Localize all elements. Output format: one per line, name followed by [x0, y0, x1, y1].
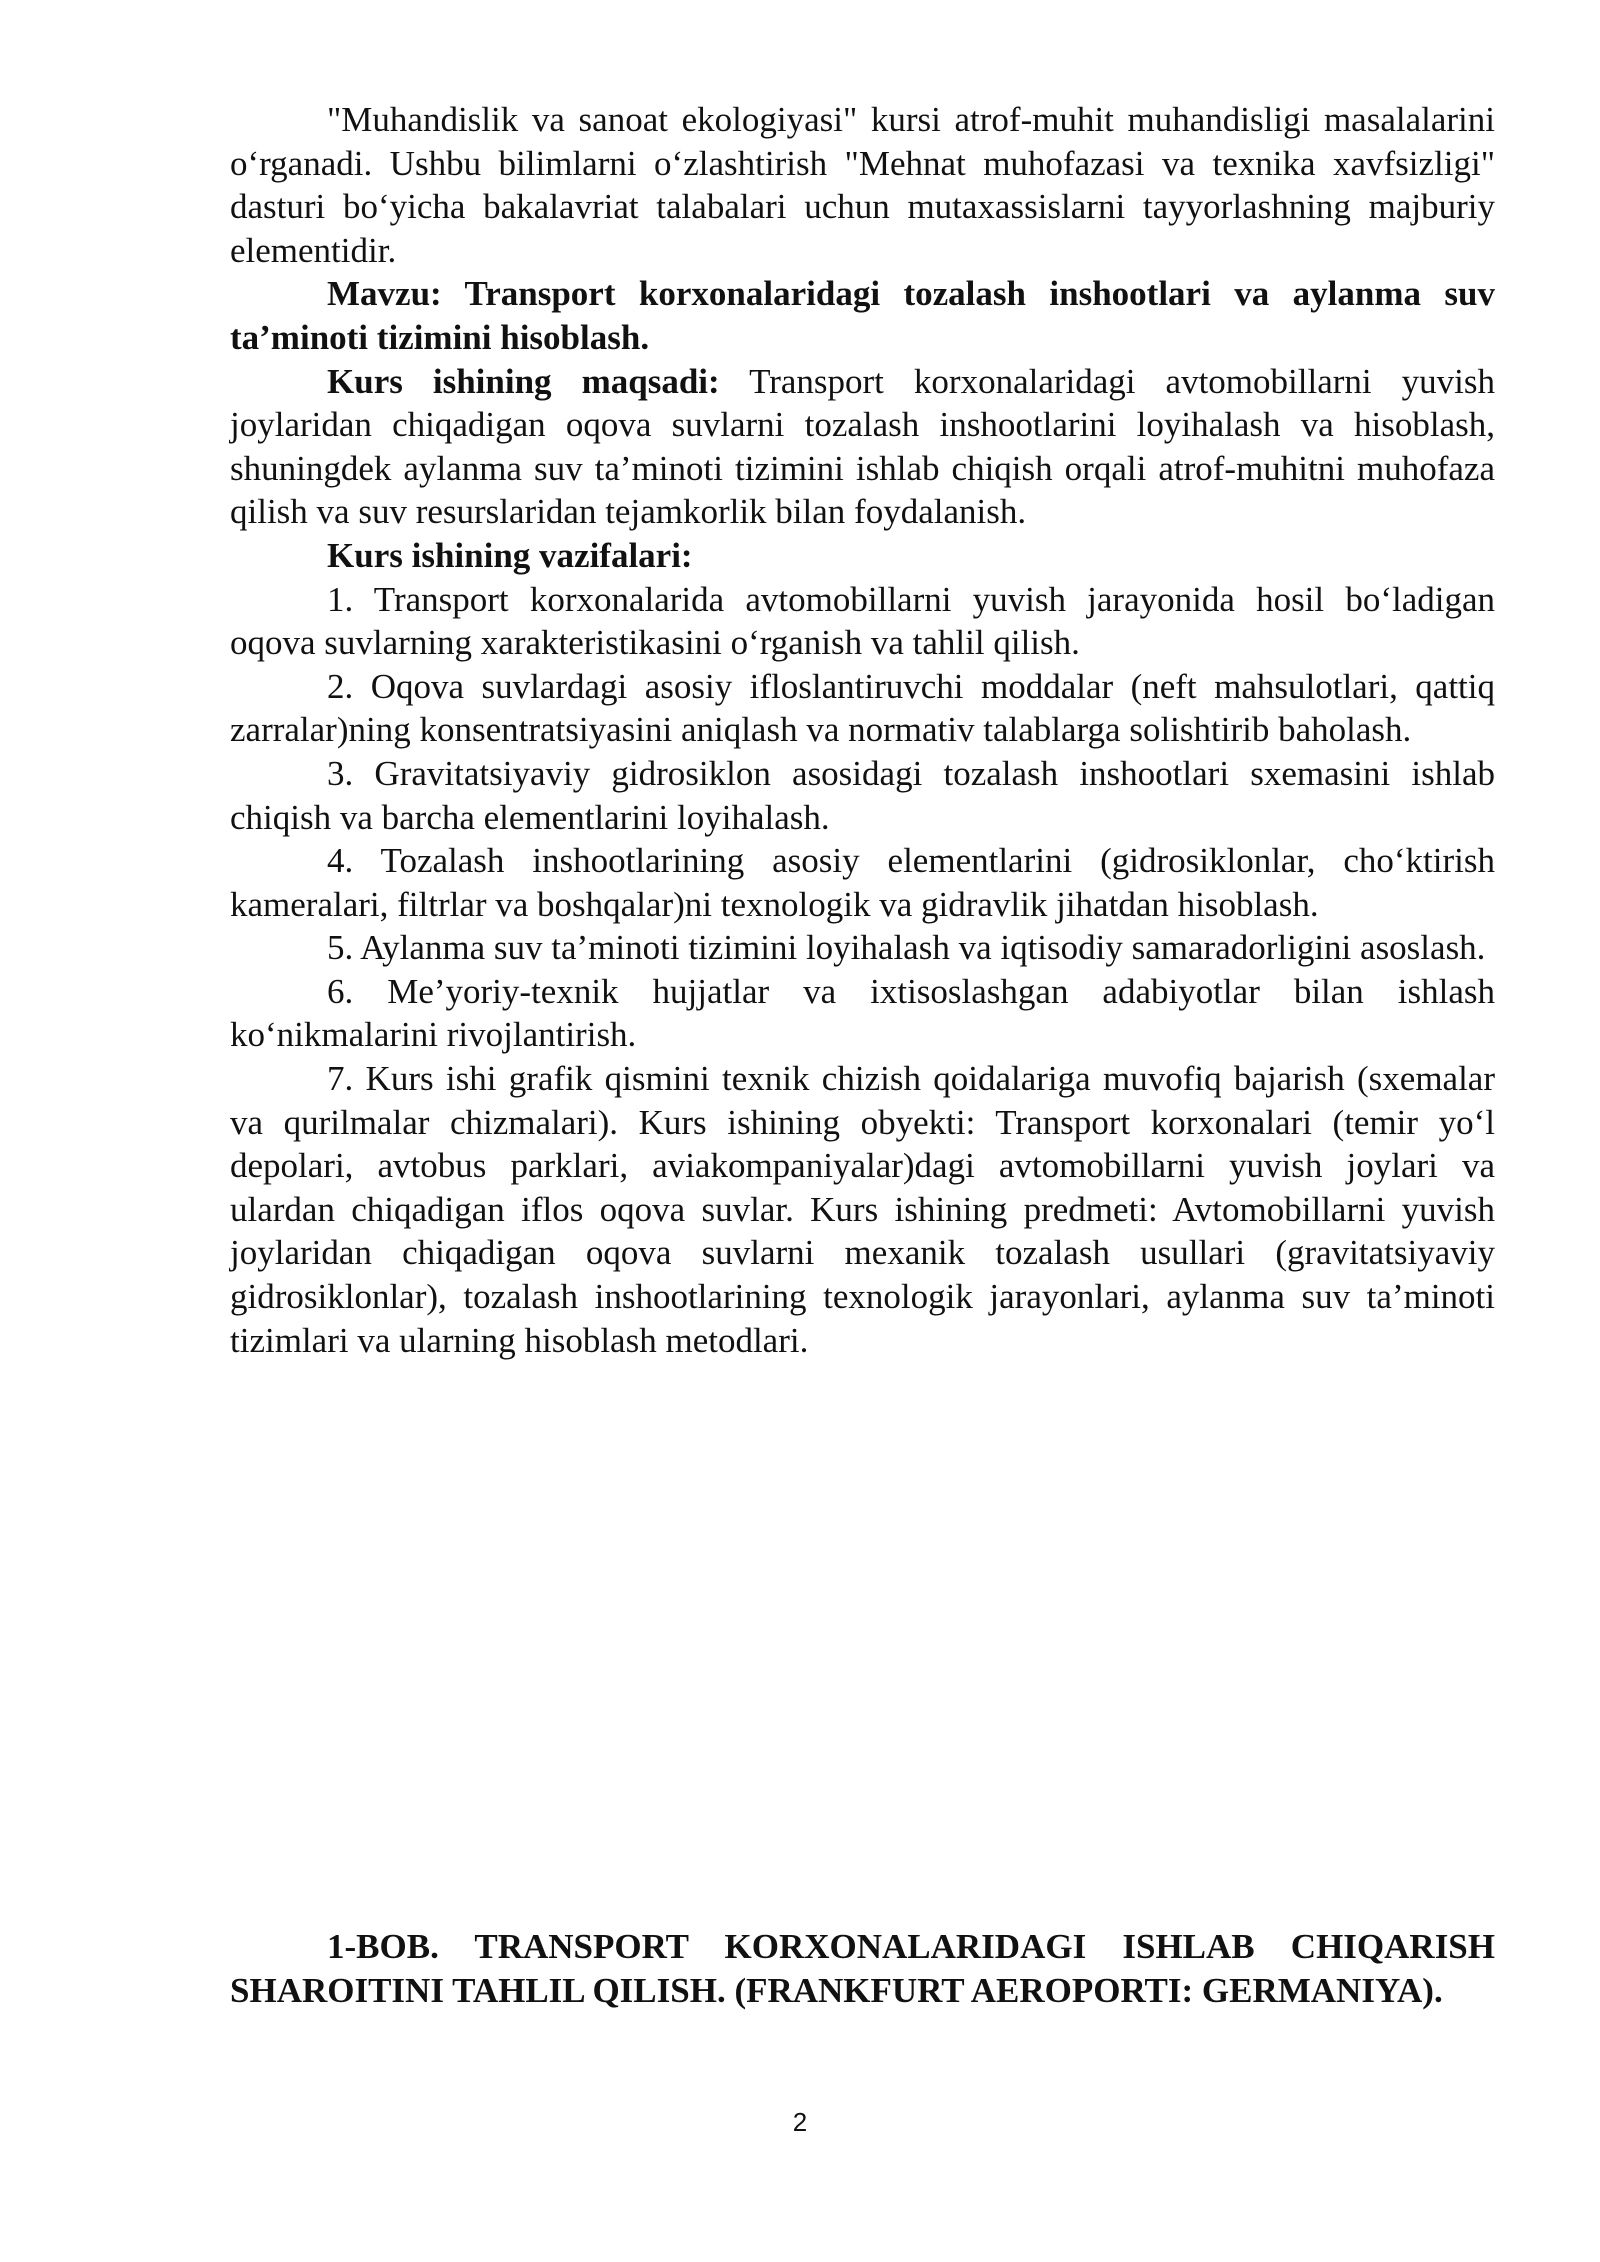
- tasks-heading: Kurs ishining vazifalari:: [327, 535, 693, 575]
- body-text: [230, 98, 1495, 1362]
- goal-paragraph: [230, 360, 1495, 534]
- task-item-3: 3. Gravitatsiyaviy gidrosiklon asosidagi tozalash inshootlari sxemasini ishlab chiqish va barcha elementlarini loyihalash.: [230, 753, 1495, 837]
- task-item-5: 5. Aylanma suv ta’minoti tizimini loyihalash va iqtisodiy samaradorligini asoslash.: [327, 928, 1486, 968]
- goal-label: Kurs ishining maqsadi:: [327, 361, 720, 401]
- task-item-6: 6. Me’yoriy-texnik hujjatlar va ixtisoslashgan adabiyotlar bilan ishlash ko‘nikmalarini rivojlantirish.: [230, 971, 1495, 1055]
- task-item-4: 4. Tozalash inshootlarining asosiy elementlarini (gidrosiklonlar, cho‘ktirish kameralari, filtrlar va boshqalar)ni texnologik va gidravlik jihatdan hisoblash.: [230, 841, 1495, 924]
- intro-paragraph: "Muhandislik va sanoat ekologiyasi" kursi atrof-muhit muhandisligi masalalarini o‘rganadi. Ushbu bilimlarni o‘zlashtirish "Mehnat muhofazasi va texnika xavfsizligi" dasturi bo‘yicha bakalavriat talabalari uchun mutaxassislarni tayyorlashning majburiy elementidir.: [230, 100, 1495, 270]
- task-item-2: 2. Oqova suvlardagi asosiy ifloslantiruvchi moddalar (neft mahsulotlari, qattiq zarralar)ning konsentratsiyasini aniqlash va normativ talablarga solishtirib baholash.: [230, 666, 1495, 750]
- topic-paragraph: Mavzu: Transport korxonalaridagi tozalash inshootlari va aylanma suv ta’minoti tizimini hisoblash.: [230, 274, 1495, 357]
- goal-text: Transport korxonalaridagi avtomobillarni yuvish joylaridan chiqadigan oqova suvlarni tozalash inshootlarini loyihalash va hisoblash, shuningdek aylanma suv ta’minoti tizimini ishlab chiqish orqali atrof-muhitni muhofaza qilish va suv resurslaridan tejamkorlik bilan foydalanish.: [230, 361, 1495, 532]
- task-item-7: 7. Kurs ishi grafik qismini texnik chizish qoidalariga muvofiq bajarish (sxemalar va qurilmalar chizmalari). Kurs ishining obyekti: Transport korxonalari (temir yo‘l depolari, avtobus parklari, aviakompaniyalar)dagi avtomobillarni yuvish joylari va ulardan chiqadigan iflos oqova suvlar. Kurs ishining predmeti: Avtomobillarni yuvish joylaridan chiqadigan oqova suvlarni mexanik tozalash usullari (gravitatsiyaviy gidrosiklonlar), tozalash inshootlarining texnologik jarayonlari, aylanma suv ta’minoti tizimlari va ularning hisoblash metodlari.: [230, 1059, 1495, 1360]
- page-number: 2: [792, 2107, 808, 2137]
- chapter-heading: 1-BOB. TRANSPORT KORXONALARIDAGI ISHLAB CHIQARISH SHAROITINI TAHLIL QILISH. (FRANKFURT AEROPORTI: GERMANIYA).: [230, 1927, 1495, 2010]
- task-item-1: 1. Transport korxonalarida avtomobillarni yuvish jarayonida hosil bo‘ladigan oqova suvlarning xarakteristikasini o‘rganish va tahlil qilish.: [230, 579, 1495, 663]
